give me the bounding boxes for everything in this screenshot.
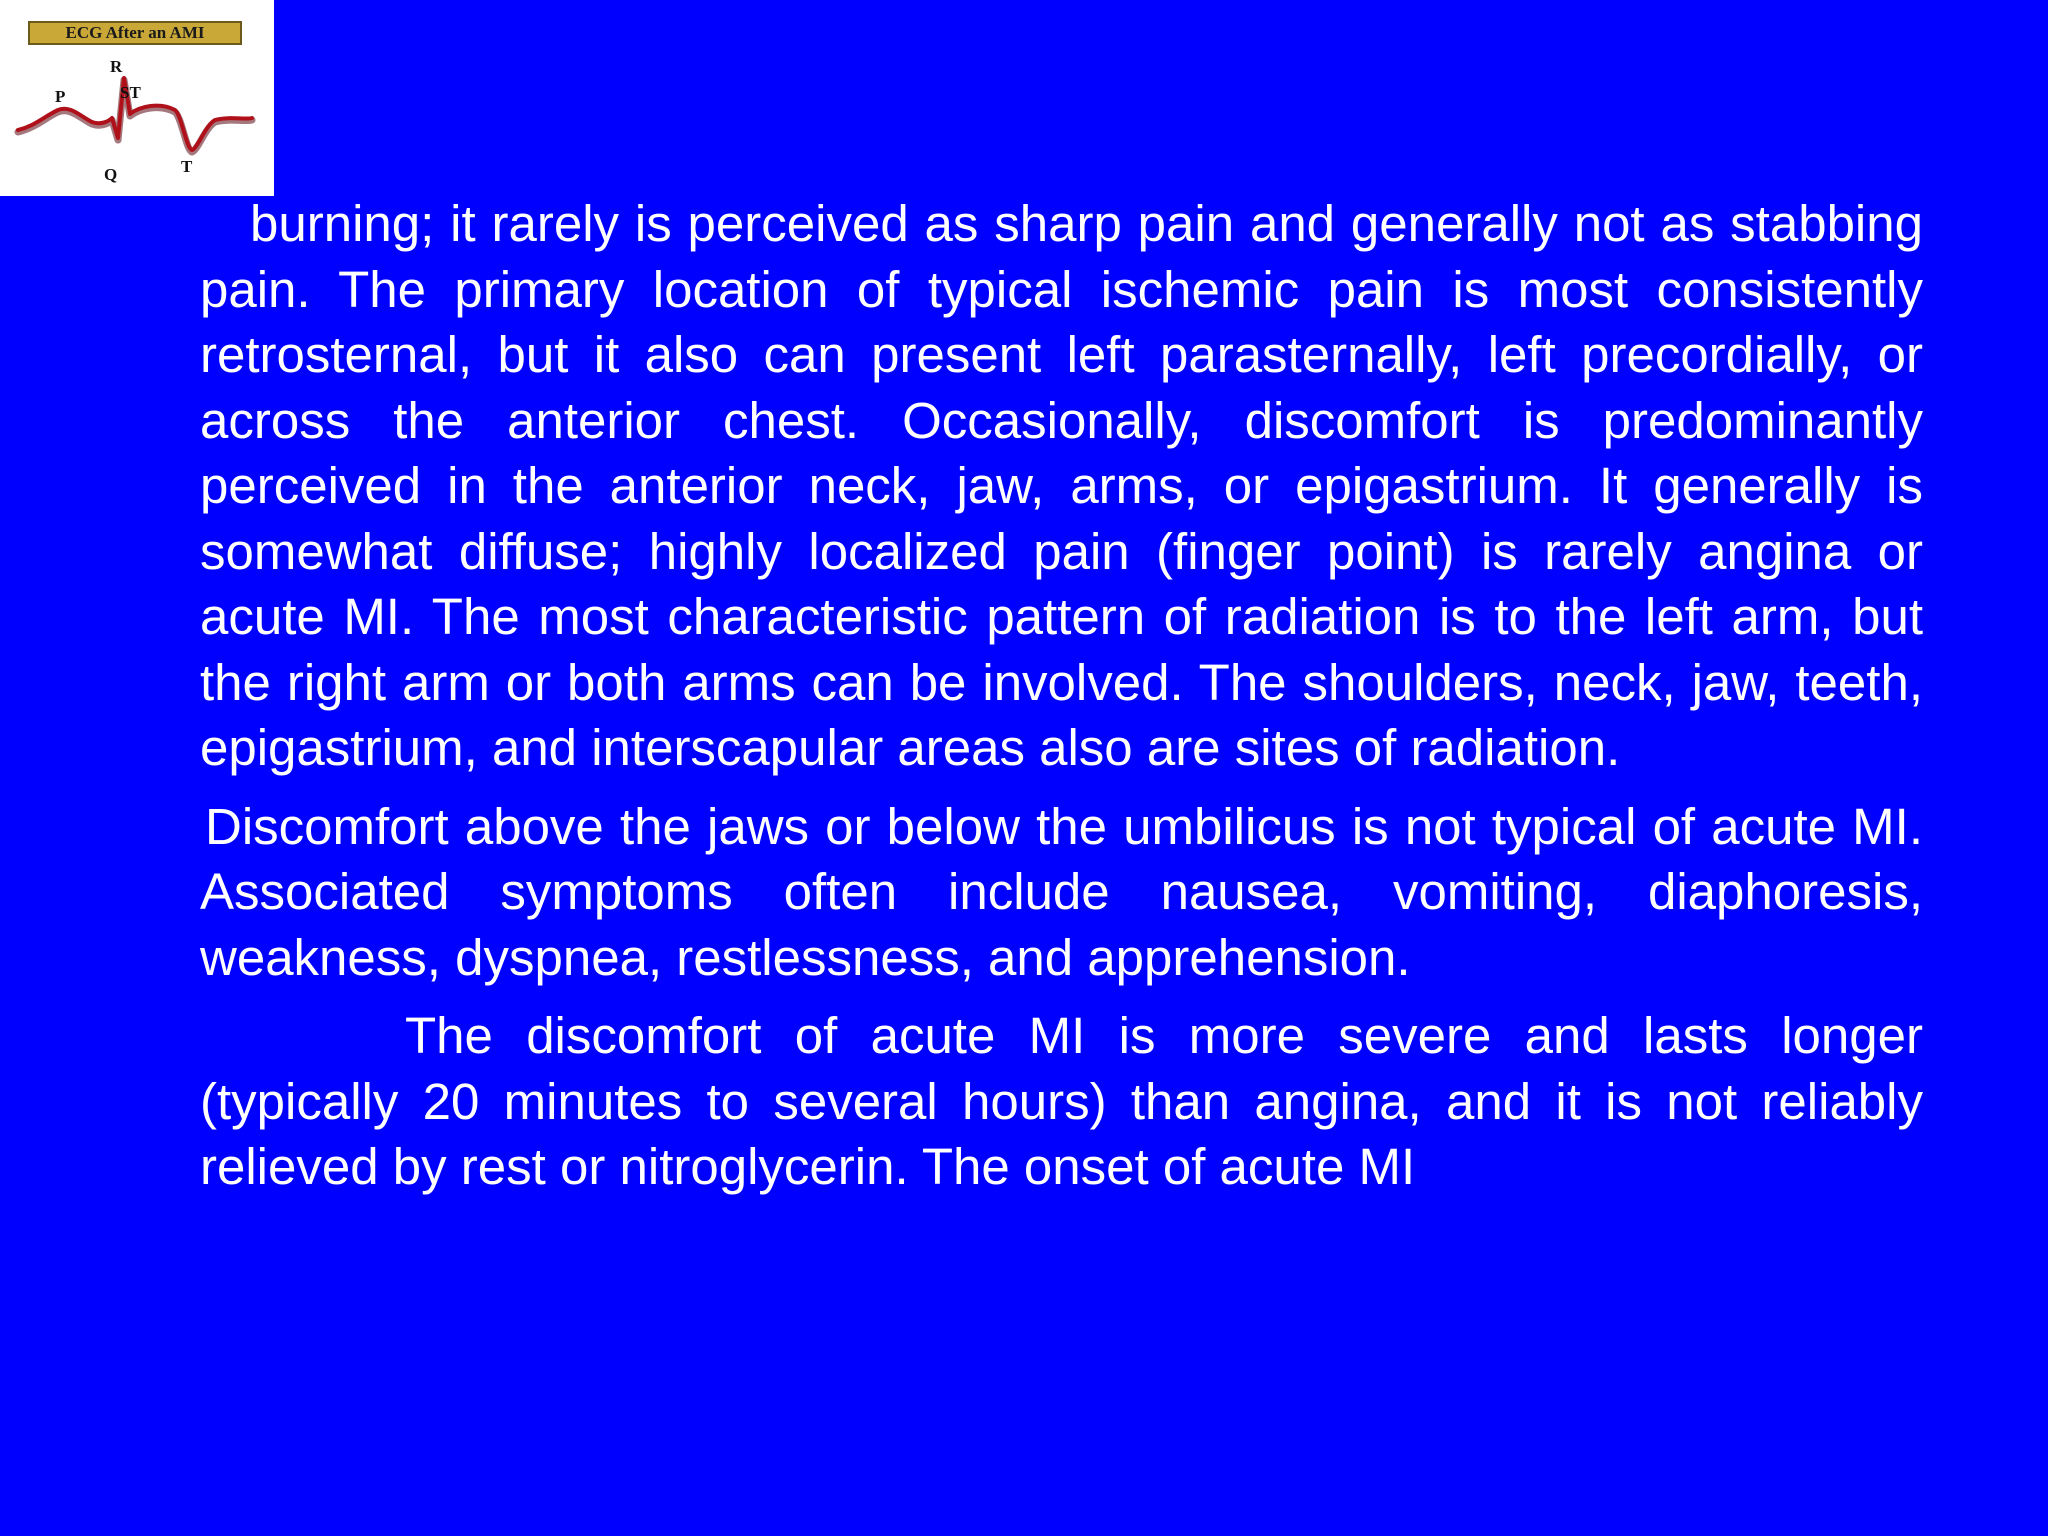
ecg-waveform-icon bbox=[0, 0, 274, 196]
slide-body bbox=[200, 191, 1923, 1200]
ecg-logo bbox=[0, 0, 274, 196]
wave-label-r: R bbox=[110, 57, 123, 76]
wave-label-t: T bbox=[181, 157, 193, 176]
paragraph-1: burning; it rarely is perceived as sharp pain and generally not as stabbing pain. The primary location of typical ischemic pain is most consistently retrosternal, but it also can present left parasternally, left precordially, or across the anterior chest. Occasionally, discomfort is predominantly perceived in the anterior neck, jaw, arms, or epigastrium. It generally is somewhat diffuse; highly localized pain (finger point) is rarely angina or acute MI. The most characteristic pattern of radiation is to the left arm, but the right arm or both arms can be involved. The shoulders, neck, jaw, teeth, epigastrium, and interscapular areas also are sites of radiation. bbox=[200, 195, 1923, 776]
wave-label-p: P bbox=[55, 87, 66, 106]
wave-label-st: ST bbox=[120, 83, 141, 102]
wave-label-q: Q bbox=[104, 165, 118, 184]
logo-title: ECG After an AMI bbox=[28, 21, 242, 45]
paragraph-3: The discomfort of acute MI is more severe and lasts longer (typically 20 minutes to several hours) than angina, and it is not reliably relieved by rest or nitroglycerin. The onset of acute MI bbox=[200, 1007, 1923, 1195]
paragraph-2: Discomfort above the jaws or below the umbilicus is not typical of acute MI. Associated symptoms often include nausea, vomiting, diaphoresis, weakness, dyspnea, restlessness, and apprehension. bbox=[200, 797, 1923, 986]
